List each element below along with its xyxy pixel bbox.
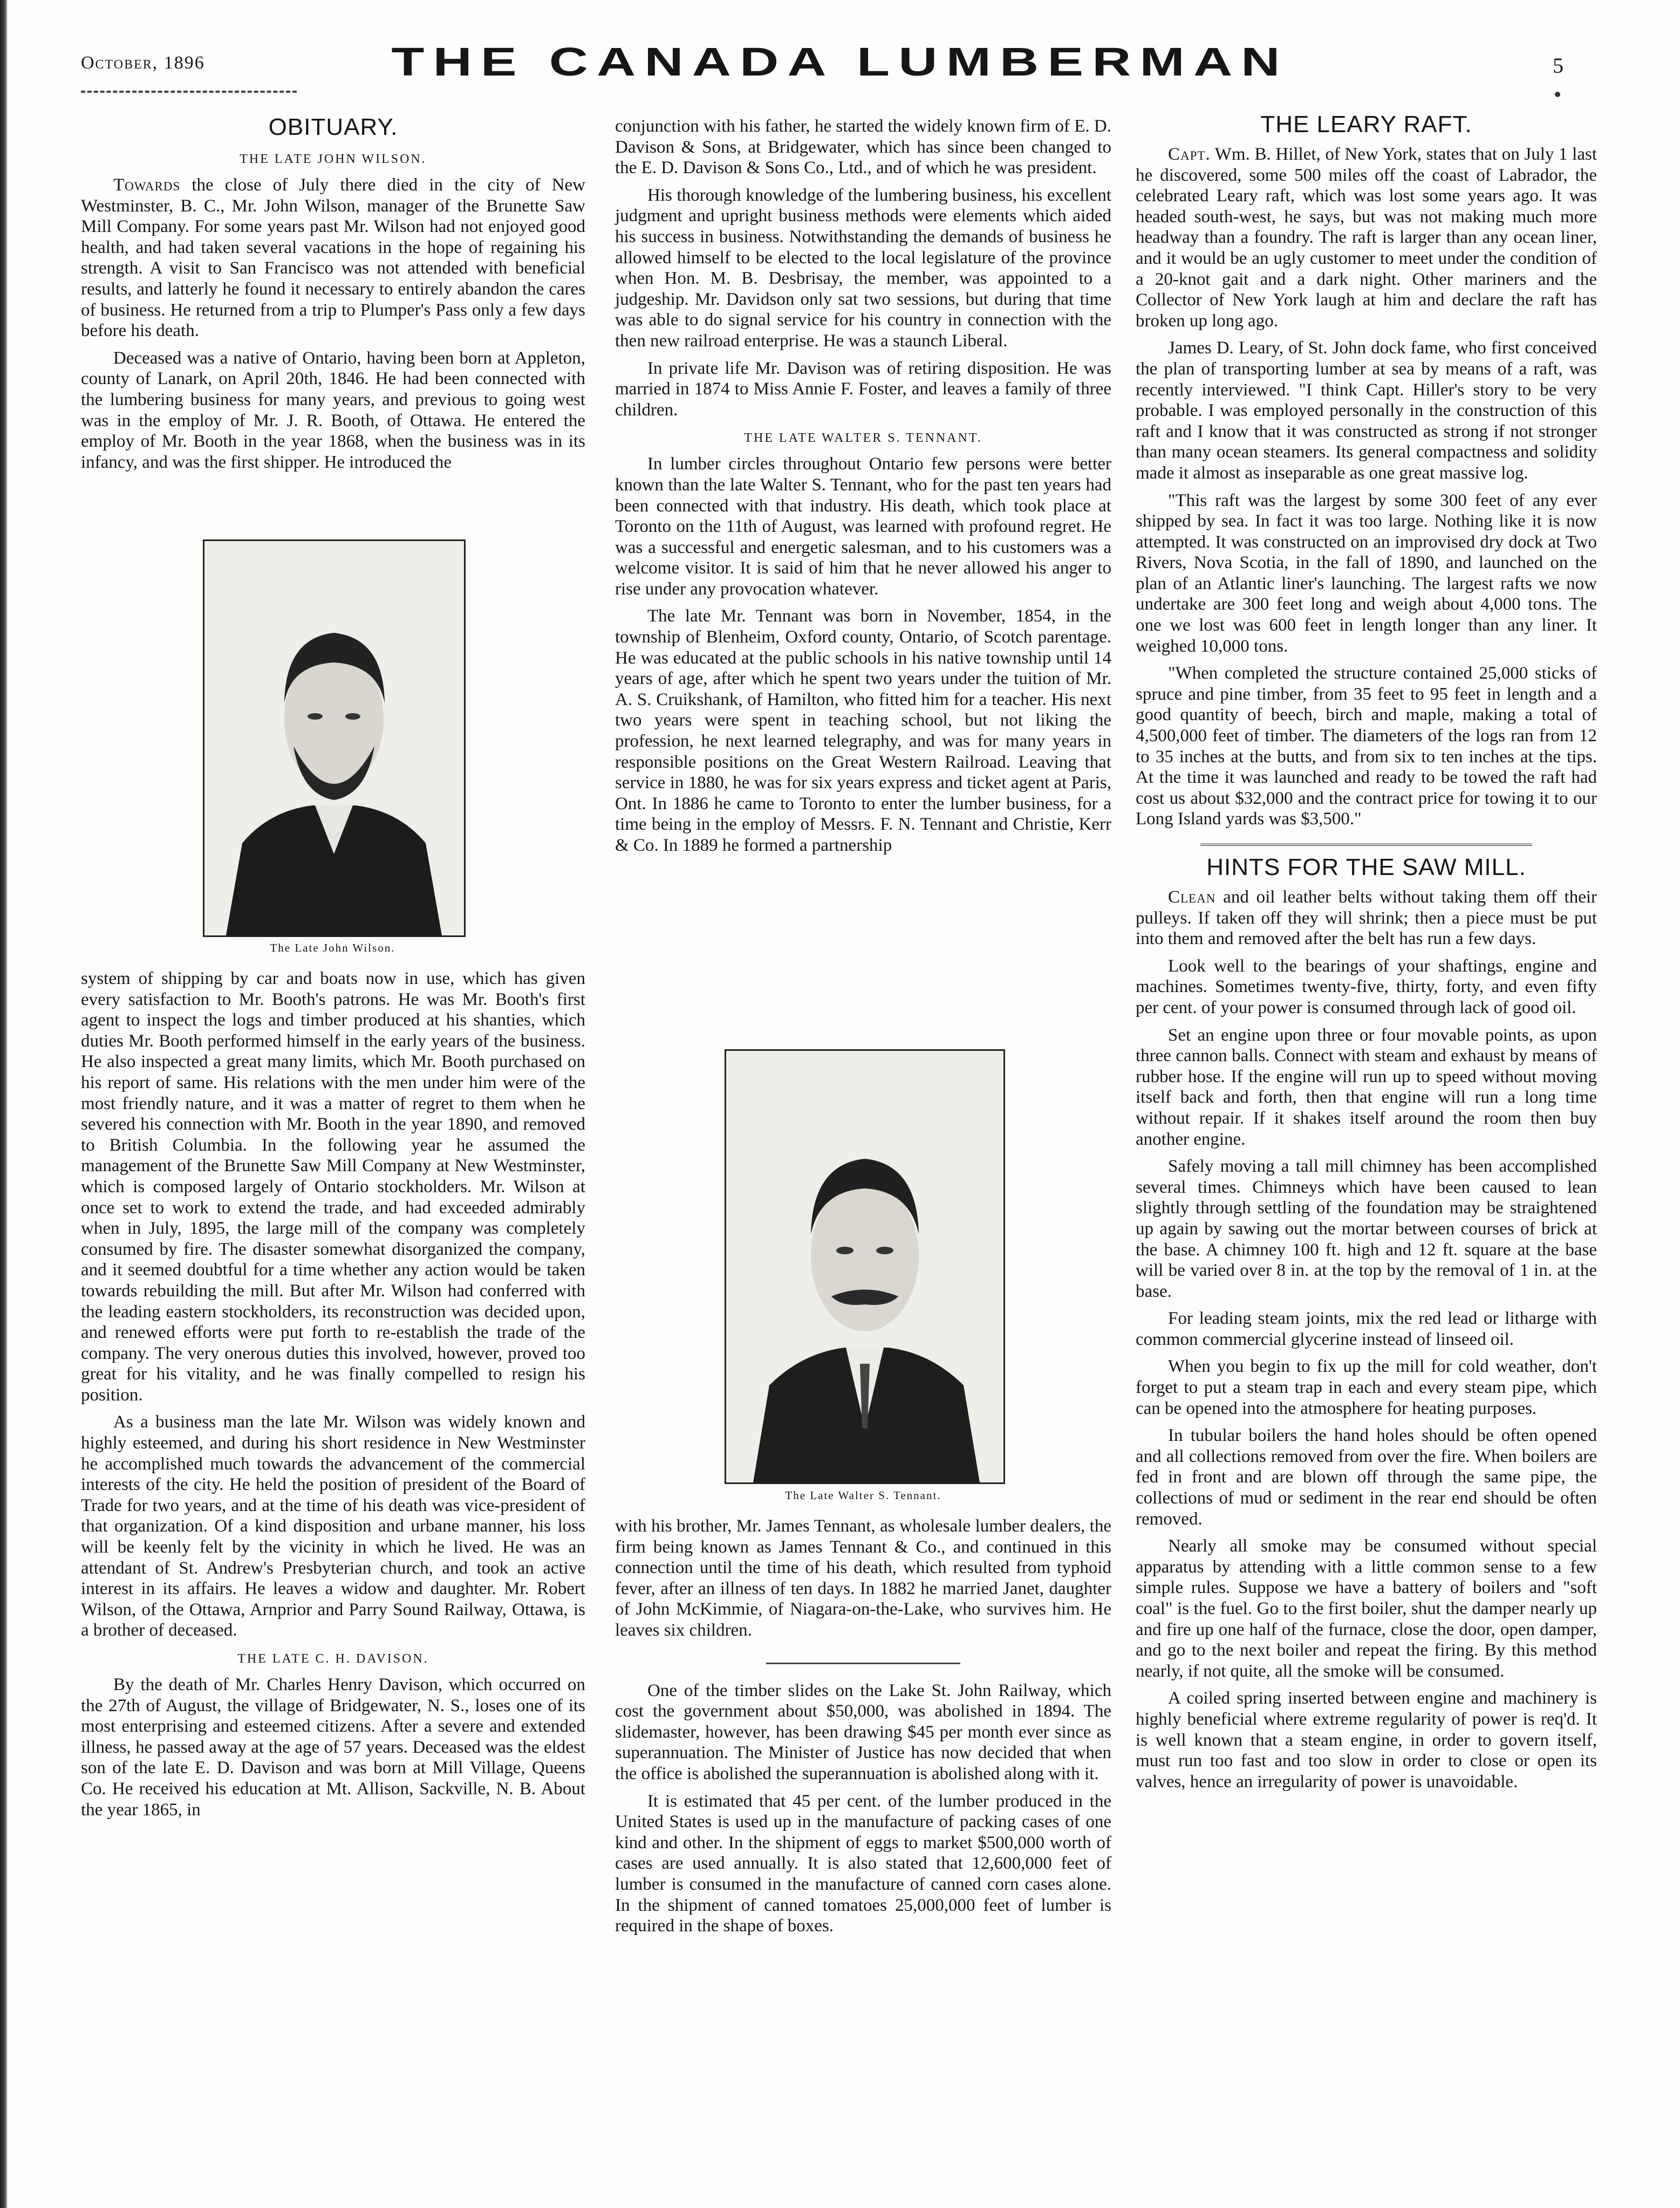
paragraph: In tubular boilers the hand holes should be often opened and all collections removed from over the fire. When boilers are fed in front and are blown off through the same pipe, the collections of mud or sediment in the rear end should be often removed. [1136, 1426, 1597, 1529]
paragraph: A coiled spring inserted between engine and machinery is highly beneficial where extreme regularity of power is req'd. It is well known that a steam engine, in order to govern itself, must run too fast and too slow in order to close or open its valves, hence an irregularity of power is unavoidable. [1136, 1689, 1597, 1792]
paragraph [81, 175, 585, 341]
hints-saw-mill-heading: HINTS FOR THE SAW MILL. [1206, 854, 1526, 880]
paragraph: James D. Leary, of St. John dock fame, who first conceived the plan of transporting lumber at sea by means of a raft, was recently interviewed. "I think Capt. Hiller's story to be very probable. I was employed personally in the construction of this raft and I know that it was constructed as strong if not stronger than many ocean steamers. Its general compactness and solidity made it almost as inseparable as one great massive log. [1136, 338, 1597, 483]
paragraph: "When completed the structure contained 25,000 sticks of spruce and pine timber, from 35 feet to 95 feet in length and a good quantity of beech, birch and maple, making a total of 4,500,000 feet of timber. The diameters of the logs ran from 12 to 35 inches at the butts, and from six to ten inches at the tips. At the time it was launched and ready to be towed the raft had cost us about $32,000 and the contract price for towing it to our Long Island yards was $3,500." [1136, 664, 1597, 829]
paragraph: with his brother, Mr. James Tennant, as wholesale lumber dealers, the firm being known as James Tennant & Co., and continued in this connection until the time of his death, which resulted from typhoid fever, after an illness of ten days. In 1882 he married Janet, daughter of John McKimmie, of Niagara-on-the-Lake, who survives him. He leaves six children. [615, 1516, 1111, 1640]
lead-word: Clean [1168, 887, 1216, 907]
caption-john-wilson: The Late John Wilson. [270, 941, 395, 954]
issue-date: October, 1896 [81, 53, 205, 73]
caption-walter-tennant: The Late Walter S. Tennant. [785, 1489, 941, 1502]
column-1-top [81, 108, 585, 479]
paragraph-text: Wm. B. Hillet, of New York, states that on July 1 last he discovered, some 500 miles off the coast of Labrador, the celebrated Leary raft, which was lost some years ago. It was headed south-west, he says, but was not making much more headway than a foundry. The raft is larger than any ocean liner, and it would be an ugly customer to meet under the condition of a 20-knot gait and a dark night. Other mariners and the Collector of New York laugh at him and declare the raft has broken up long ago. [1136, 145, 1597, 331]
paragraph-text: the close of July there died in the city of New Westminster, B. C., Mr. John Wilson, manager of the Brunette Saw Mill Company. For some years past Mr. Wilson had not enjoyed good health, and had taken several vacations in the hope of regaining his strength. A visit to San Francisco was not attended with beneficial results, and latterly he found it necessary to entirely abandon the cares of business. He returned from a trip to Plumper's Pass only a few days before his death. [81, 175, 586, 341]
section-divider [1200, 844, 1532, 848]
portrait-image [726, 1051, 1003, 1482]
paragraph: Nearly all smoke may be consumed without special apparatus by attending with a little common sense to a few simple rules. Suppose we have a battery of boilers and "soft coal" is the fuel. Go to the first boiler, shut the damper nearly up and fire up one half of the furnace, close the door, open damper, and go to the next boiler and repeat the firing. By this method nearly, if not quite, all the smoke will be consumed. [1136, 1536, 1597, 1681]
paragraph: system of shipping by car and boats now in use, which has given every satisfaction to Mr. Booth's patrons. He was Mr. Booth's first agent to inspect the logs and timber produced at his shanties, which duties Mr. Booth performed himself in the early years of the business. He also inspected a great many limits, which Mr. Booth purchased on his report of same. His relations with the men under him were of the most friendly nature, and it was a matter of regret to them when he severed his connection with Mr. Booth in the year 1890, and removed to British Columbia. In the following year he assumed the management of the Brunette Saw Mill Company at New Westminster, which is composed largely of Ontario stockholders. Mr. Wilson at once set to work to extend the trade, and had exceeded admirably when in July, 1895, the large mill of the company was completely consumed by fire. The disaster somewhat disorganized the company, and it seemed doubtful for a time whether any action would be taken towards rebuilding the mill. But after Mr. Wilson had conferred with the leading eastern stockholders, its reconstruction was decided upon, and renewed efforts were put forth to re-establish the trade of the company. The very onerous duties this involved, however, proved too great for his vitality, and he was finally compelled to resign his position. [81, 969, 585, 1405]
paragraph: Look well to the bearings of your shaftings, engine and machines. Sometimes twenty-five, thirty, forty, and even fifty per cent. of your power is consumed through lack of good oil. [1136, 956, 1597, 1017]
paragraph: In private life Mr. Davison was of retiring disposition. He was married in 1874 to Miss Annie F. Foster, and leaves a family of three children. [615, 358, 1111, 420]
header-rule [81, 91, 297, 93]
paragraph [1136, 887, 1597, 949]
lead-word: Towards [113, 175, 181, 195]
paragraph: Deceased was a native of Ontario, having been born at Appleton, county of Lanark, on April 20th, 1846. He had been connected with the lumbering business for many years, and previous to going west was in the employ of Mr. J. R. Booth, of Ottawa. He entered the employ of Mr. Booth in the year 1868, when the business was in its infancy, and was the first shipper. He introduced the [81, 348, 585, 472]
paragraph: For leading steam joints, mix the red lead or litharge with common commercial glycerine instead of linseed oil. [1136, 1309, 1597, 1349]
paragraph: It is estimated that 45 per cent. of the lumber produced in the United States is used up in the manufacture of packing cases of one kind and other. In the shipment of eggs to market $500,000 worth of cases are used annually. It is also stated that 12,600,000 feet of lumber is consumed in the manufacture of canned corn cases alone. In the shipment of canned tomatoes 25,000,000 feet of lumber is required in the shape of boxes. [615, 1791, 1111, 1936]
paragraph: Set an engine upon three or four movable points, as upon three cannon balls. Connect with steam and exhaust by means of rubber hose. If the engine will run up to speed without moving itself back and forth, then that engine will run a long time without repair. If it shakes itself around the room then buy another engine. [1136, 1025, 1597, 1149]
page-header [0, 0, 1680, 97]
column-1-bottom [81, 968, 585, 1827]
subheading-john-wilson: THE LATE JOHN WILSON. [240, 152, 427, 166]
page-number: 5 [1553, 53, 1563, 78]
paragraph: One of the timber slides on the Lake St. John Railway, which cost the government about $50,000, was abolished in 1894. The slidemaster, however, has been drawing $45 per month ever since as superannuation. The Minister of Justice has now decided that when the office is abolished the superannuation is abolished along with it. [615, 1680, 1111, 1783]
paragraph [1136, 144, 1597, 331]
paragraph: As a business man the late Mr. Wilson was widely known and highly esteemed, and during his short residence in New Westminster he accomplished much towards the advancement of the commercial interests of the city. He held the position of president of the Board of Trade for two years, and at the time of his death was vice-president of that organization. Of a kind disposition and urbane manner, his loss will be keenly felt by the vicinity in which he lived. He was an attendant of St. Andrew's Presbyterian church, and took an active interest in its affairs. He leaves a widow and daughter. Mr. Robert Wilson, of the Ottawa, Arnprior and Parry Sound Railway, Ottawa, is a brother of deceased. [81, 1412, 585, 1640]
obituary-heading: OBITUARY. [268, 114, 398, 140]
paragraph-text: and oil leather belts without taking them off their pulleys. If taken off they will shrink; then a piece must be put into them and removed after the belt has run a few days. [1136, 887, 1597, 949]
ink-dot [1555, 92, 1560, 97]
paragraph: The late Mr. Tennant was born in November, 1854, in the township of Blenheim, Oxford county, Ontario, of Scotch parentage. He was educated at the public schools in his native township until 14 years of age, after which he spent two years under the tuition of Mr. A. S. Cruikshank, of Hamilton, who fitted him for a teacher. His next two years were spent in teaching school, but not liking the profession, he next learned telegraphy, and was for many years in responsible positions on the Great Western Railroad. Leaving that service in 1880, he was for six years express and ticket agent at Paris, Ont. In 1886 he came to Toronto to enter the lumber business, for a time being in the employ of Messrs. F. N. Tennant and Christie, Kerr & Co. In 1889 he formed a partnership [615, 606, 1111, 855]
column-3 [1136, 105, 1597, 1799]
portrait-image [204, 541, 464, 935]
paragraph: When you begin to fix up the mill for cold weather, don't forget to put a steam trap in each and every steam pipe, which can be opened into the atmosphere for heating purposes. [1136, 1357, 1597, 1418]
binding-edge [0, 0, 8, 2208]
leary-raft-heading: THE LEARY RAFT. [1260, 111, 1472, 138]
paragraph: In lumber circles throughout Ontario few persons were better known than the late Walter S. Tennant, who for the past ten years had been connected with that industry. His death, which took place at Toronto on the 11th of August, was learned with profound regret. He was a successful and energetic salesman, and to his customers was a welcome visitor. It is said of him that he never allowed his anger to rise under any provocation whatever. [615, 454, 1111, 599]
paragraph: By the death of Mr. Charles Henry Davison, which occurred on the 27th of August, the village of Bridgewater, N. S., loses one of its most enterprising and esteemed citizens. After a severe and extended illness, he passed away at the age of 57 years. Deceased was the eldest son of the late E. D. Davison and was born at Mill Village, Queens Co. He received his education at Mt. Allison, Sackville, N. B. About the year 1865, in [81, 1675, 585, 1820]
paragraph: Safely moving a tall mill chimney has been accomplished several times. Chimneys which have been caused to lean slightly through settling of the foundation may be straightened up again by sawing out the mortar between courses of brick at the base. A chimney 100 ft. high and 12 ft. square at the base will be varied over 8 in. at the top by the removal of 1 in. at the base. [1136, 1157, 1597, 1301]
lead-word: Capt. [1168, 145, 1211, 164]
paragraph: His thorough knowledge of the lumbering business, his excellent judgment and upright business methods were elements which aided his success in business. Notwithstanding the demands of business he allowed himself to be elected to the local legislature of the province when Hon. M. B. Desbrisay, the member, was appointed to a judgeship. Mr. Davidson only sat two sessions, but during that time was able to do signal service for his country in connection with the then new railroad enterprise. He was a staunch Liberal. [615, 185, 1111, 351]
column-2-top [615, 116, 1111, 863]
section-divider [766, 1663, 960, 1664]
portrait-john-wilson [203, 539, 466, 937]
subheading-ch-davison: THE LATE C. H. DAVISON. [237, 1652, 429, 1666]
portrait-walter-tennant [725, 1049, 1005, 1484]
column-2-bottom [615, 1516, 1111, 1943]
subheading-walter-tennant: THE LATE WALTER S. TENNANT. [744, 431, 982, 446]
paragraph: "This raft was the largest by some 300 feet of any ever shipped by sea. In fact it was too large. Nothing like it is now attempted. It was constructed on an improvised dry dock at Two Rivers, Nova Scotia, in the fall of 1890, and launched on the plan of an Atlantic liner's launching. The largest rafts we now undertake are 300 feet long and weigh about 4,000 tons. The one we lost was 600 feet in length longer than any liner. It weighed 10,000 tons. [1136, 490, 1597, 656]
paragraph: conjunction with his father, he started the widely known firm of E. D. Davison & Sons, at Bridgewater, which has since been changed to the E. D. Davison & Sons Co., Ltd., and of which he was president. [615, 117, 1111, 178]
masthead-title: THE CANADA LUMBERMAN [391, 39, 1289, 84]
